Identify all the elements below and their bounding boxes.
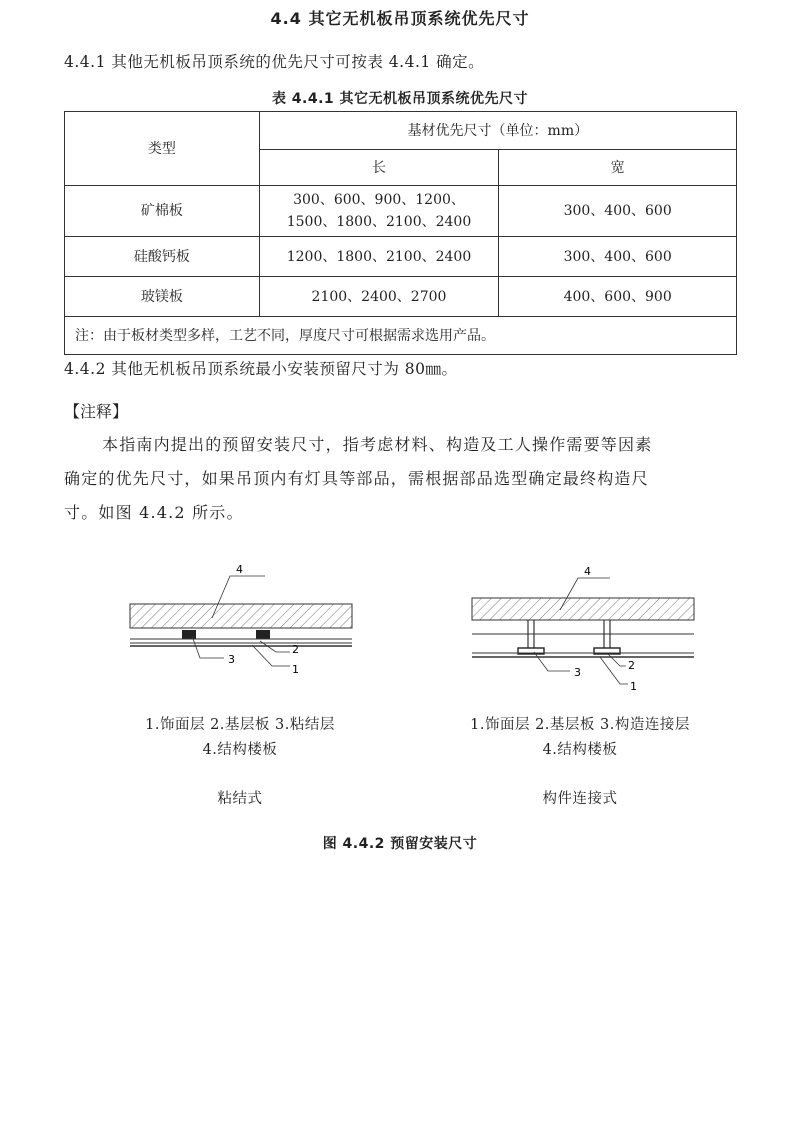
callout-1: 1 [292, 663, 299, 676]
row-length-line2: 1500、1800、2100、2400 [286, 214, 472, 230]
right-legend-line2: 4.结构楼板 [542, 742, 618, 758]
row-type: 硅酸钙板 [65, 237, 260, 277]
table-note-row [65, 317, 737, 355]
section-title: 4.4 其它无机板吊顶系统优先尺寸 [270, 9, 530, 28]
left-diagram-name: 粘结式 [217, 791, 263, 807]
figure-caption: 图 4.4.2 预留安装尺寸 [322, 836, 478, 852]
row-length [259, 186, 499, 237]
annotation-body [64, 428, 736, 530]
bonded-ceiling-diagram [120, 560, 360, 680]
leader-line [600, 657, 628, 684]
left-legend-line1: 1.饰面层 2.基层板 3.粘结层 [145, 717, 335, 733]
row-length: 1200、1800、2100、2400 [259, 237, 499, 277]
row-width: 400、600、900 [499, 277, 737, 317]
table-row [65, 277, 737, 317]
header-length: 长 [259, 150, 499, 186]
callout-4: 4 [236, 563, 243, 576]
row-width: 300、400、600 [499, 237, 737, 277]
annotation-line: 寸。如图 4.4.2 所示。 [64, 503, 244, 522]
row-length: 2100、2400、2700 [259, 277, 499, 317]
right-diagram-name: 构件连接式 [542, 791, 618, 807]
header-type: 类型 [65, 112, 260, 186]
annotation-line: 确定的优先尺寸，如果吊顶内有灯具等部品，需根据部品选型确定最终构造尺 [64, 469, 649, 488]
leader-line [608, 654, 626, 666]
callout-3: 3 [574, 666, 581, 679]
left-legend-line2: 4.结构楼板 [202, 742, 278, 758]
connector-ceiling-diagram [460, 560, 700, 700]
table-row [65, 186, 737, 237]
paragraph-4-4-2: 4.4.2 其他无机板吊顶系统最小安装预留尺寸为 80㎜。 [64, 360, 458, 378]
callout-1: 1 [630, 680, 637, 693]
right-legend-line1: 1.饰面层 2.基层板 3.构造连接层 [470, 717, 690, 733]
adhesive-pad [256, 630, 270, 639]
row-type: 矿棉板 [65, 186, 260, 237]
leader-line [534, 652, 570, 671]
size-table [64, 111, 737, 355]
annotation-heading: 【注释】 [64, 402, 129, 421]
callout-2: 2 [628, 659, 635, 672]
callout-4: 4 [584, 565, 591, 578]
adhesive-pad [182, 630, 196, 639]
paragraph-4-4-1: 4.4.1 其他无机板吊顶系统的优先尺寸可按表 4.4.1 确定。 [64, 53, 485, 71]
callout-2: 2 [292, 643, 299, 656]
header-group: 基材优先尺寸（单位：mm） [259, 112, 736, 150]
structural-slab-layer [472, 598, 694, 620]
callout-3: 3 [228, 653, 235, 666]
table-row [65, 237, 737, 277]
table-header-row [65, 112, 737, 150]
table-caption: 表 4.4.1 其它无机板吊顶系统优先尺寸 [271, 91, 529, 107]
connector-component [518, 620, 544, 654]
row-type: 玻镁板 [65, 277, 260, 317]
row-length-line1: 300、600、900、1200、 [293, 192, 465, 208]
annotation-line: 本指南内提出的预留安装尺寸，指考虑材料、构造及工人操作需要等因素 [102, 435, 653, 454]
row-width: 300、400、600 [499, 186, 737, 237]
header-width: 宽 [499, 150, 737, 186]
table-note: 注：由于板材类型多样，工艺不同，厚度尺寸可根据需求选用产品。 [65, 317, 737, 355]
structural-slab-layer [130, 604, 352, 628]
connector-component [594, 620, 620, 654]
